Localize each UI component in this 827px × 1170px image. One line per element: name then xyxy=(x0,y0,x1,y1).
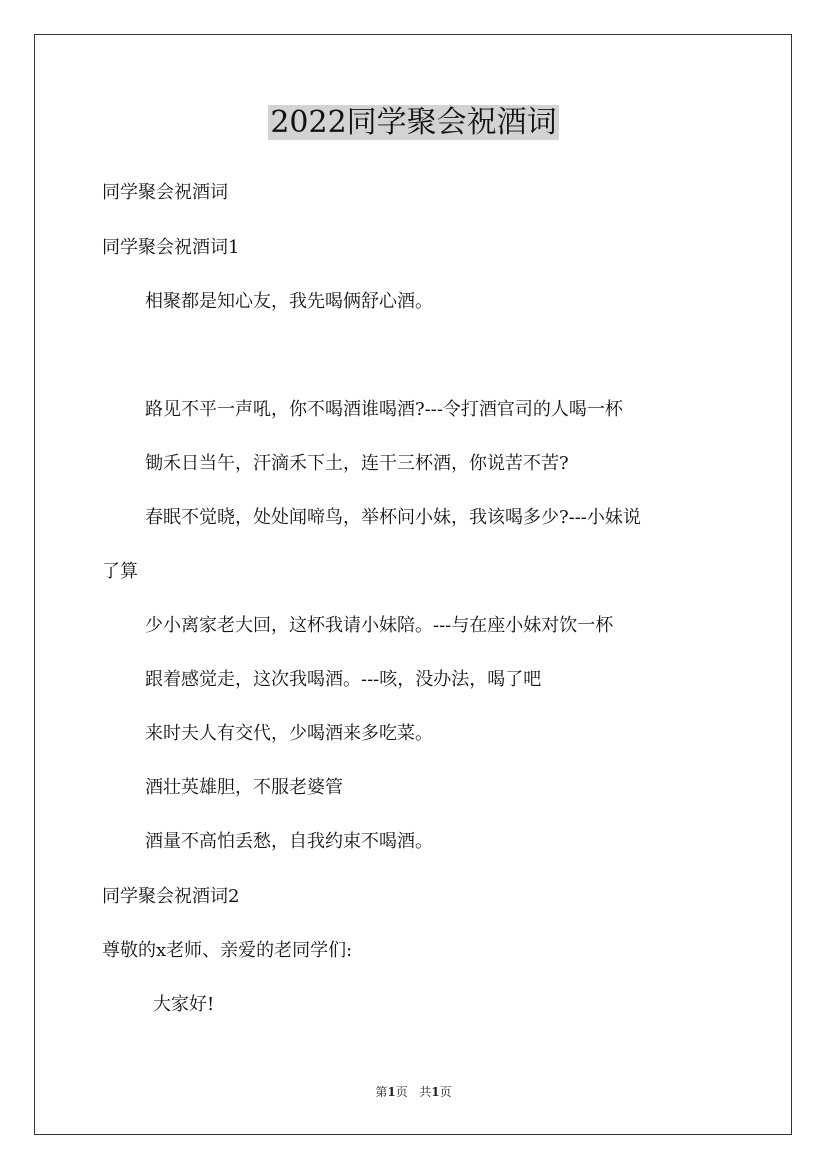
section-heading: 同学聚会祝酒词2 xyxy=(102,886,240,907)
title-text: 2022同学聚会祝酒词 xyxy=(270,105,557,140)
document-title xyxy=(0,104,827,142)
page-suffix: 页 xyxy=(395,1085,408,1099)
total-prefix: 共 xyxy=(419,1085,432,1099)
total-suffix: 页 xyxy=(439,1085,452,1099)
total-pages: 1 xyxy=(431,1085,440,1099)
page-footer xyxy=(0,1084,827,1100)
paragraph-line: 春眠不觉晓，处处闻啼鸟，举杯问小妹，我该喝多少?---小妹说 xyxy=(145,507,641,528)
page-number: 1 xyxy=(387,1085,396,1099)
paragraph-line: 尊敬的x老师、亲爱的老同学们: xyxy=(102,940,353,961)
paragraph-line: 锄禾日当午，汗滴禾下土，连干三杯酒，你说苦不苦? xyxy=(145,453,569,474)
paragraph-line: 路见不平一声吼，你不喝酒谁喝酒?---令打酒官司的人喝一杯 xyxy=(145,399,623,420)
paragraph-line: 大家好! xyxy=(153,994,215,1015)
paragraph-line: 相聚都是知心友，我先喝俩舒心酒。 xyxy=(145,291,433,312)
paragraph-line: 来时夫人有交代，少喝酒来多吃菜。 xyxy=(145,723,433,744)
paragraph-line: 跟着感觉走，这次我喝酒。---咳，没办法，喝了吧 xyxy=(145,669,542,690)
paragraph-line: 了算 xyxy=(102,561,138,582)
page-prefix: 第 xyxy=(375,1085,388,1099)
paragraph-line: 酒量不高怕丢愁，自我约束不喝酒。 xyxy=(145,831,433,852)
section-heading: 同学聚会祝酒词 xyxy=(102,182,228,203)
paragraph-line: 酒壮英雄胆，不服老婆管 xyxy=(145,777,343,798)
paragraph-line: 少小离家老大回，这杯我请小妹陪。---与在座小妹对饮一杯 xyxy=(145,615,614,636)
section-heading: 同学聚会祝酒词1 xyxy=(102,237,240,258)
